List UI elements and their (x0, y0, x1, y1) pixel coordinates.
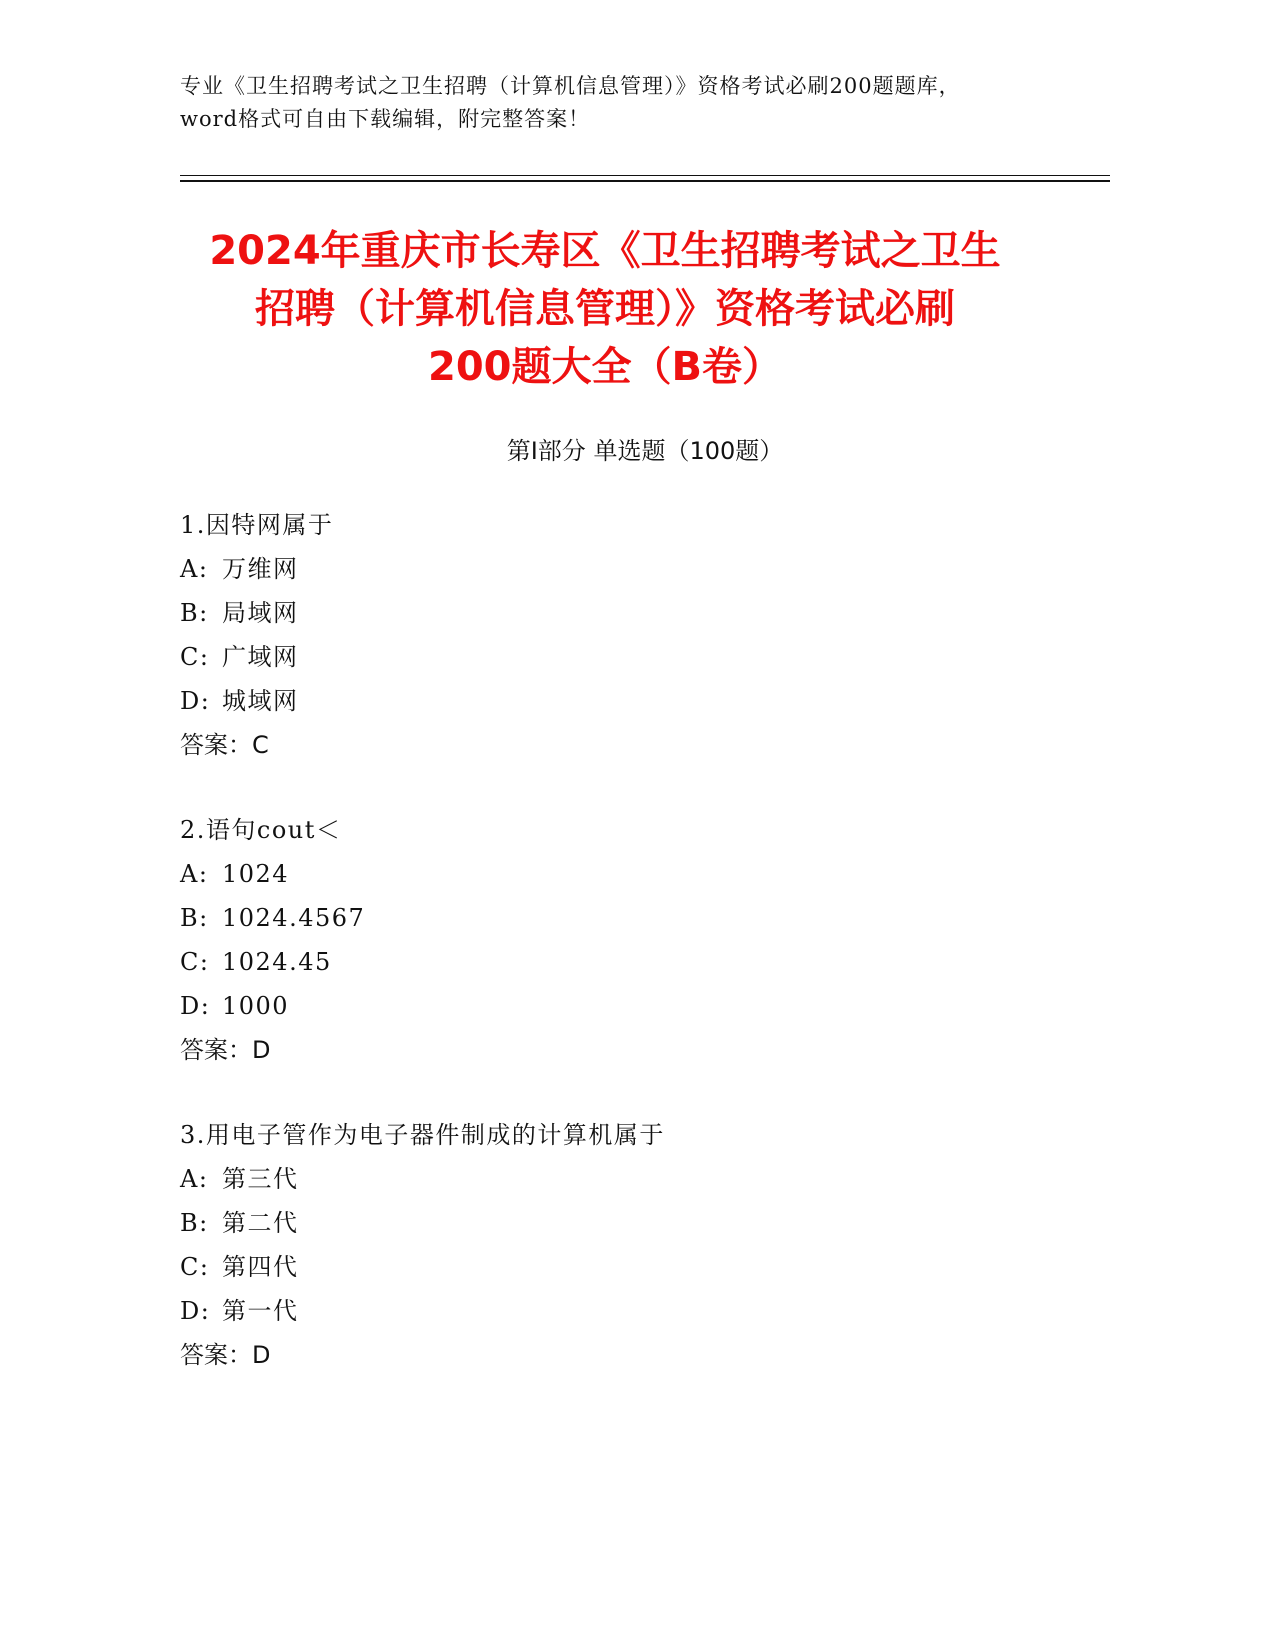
option-a (180, 547, 1080, 591)
answer-line: 答案：D (180, 1036, 271, 1064)
header-divider-top (180, 175, 1110, 176)
document-title-line-3: 200题大全（B卷） (428, 344, 782, 390)
option-b (180, 1201, 1080, 1245)
header-note (180, 70, 1110, 136)
option-c (180, 940, 1080, 984)
option-b (180, 591, 1080, 635)
option-key: D: (180, 687, 211, 715)
option-text: 第二代 (222, 1209, 299, 1237)
option-key: C: (180, 643, 210, 671)
option-d (180, 1289, 1080, 1333)
question-stem: 2.语句cout＜ (180, 816, 342, 844)
question-3 (180, 1113, 1080, 1377)
option-a (180, 852, 1080, 896)
document-title (170, 222, 1040, 396)
option-key: A: (180, 555, 209, 583)
option-text: 广域网 (222, 643, 299, 671)
option-d (180, 679, 1080, 723)
option-a (180, 1157, 1080, 1201)
option-text: 局域网 (222, 599, 299, 627)
option-text: 万维网 (222, 555, 299, 583)
option-text: 第三代 (222, 1165, 299, 1193)
option-key: C: (180, 948, 210, 976)
document-title-line-1: 2024年重庆市长寿区《卫生招聘考试之卫生 (209, 228, 1001, 274)
option-text: 第一代 (222, 1297, 299, 1325)
option-c (180, 635, 1080, 679)
question-stem: 1.因特网属于 (180, 511, 334, 539)
question-stem: 3.用电子管作为电子器件制成的计算机属于 (180, 1121, 665, 1149)
option-c (180, 1245, 1080, 1289)
header-divider-bottom (180, 180, 1110, 182)
option-key: A: (180, 1165, 209, 1193)
option-d (180, 984, 1080, 1028)
option-text: 1024 (222, 860, 290, 888)
header-note-line-2: word格式可自由下载编辑，附完整答案！ (180, 107, 591, 131)
answer-line: 答案：D (180, 1341, 271, 1369)
section-heading: 第Ⅰ部分 单选题（100题） (506, 437, 784, 465)
option-key: D: (180, 1297, 211, 1325)
option-text: 1024.45 (222, 948, 332, 976)
option-key: B: (180, 599, 209, 627)
option-key: B: (180, 904, 209, 932)
option-text: 1000 (222, 992, 290, 1020)
question-1 (180, 503, 1080, 767)
option-b (180, 896, 1080, 940)
option-key: C: (180, 1253, 210, 1281)
answer-line: 答案：C (180, 731, 269, 759)
header-note-line-1: 专业《卫生招聘考试之卫生招聘（计算机信息管理）》资格考试必刷200题题库， (180, 74, 961, 98)
option-text: 1024.4567 (222, 904, 366, 932)
option-text: 城域网 (222, 687, 299, 715)
question-2 (180, 808, 1080, 1072)
document-title-line-2: 招聘（计算机信息管理）》资格考试必刷 (255, 286, 955, 332)
option-key: D: (180, 992, 211, 1020)
option-key: B: (180, 1209, 209, 1237)
option-key: A: (180, 860, 209, 888)
option-text: 第四代 (222, 1253, 299, 1281)
